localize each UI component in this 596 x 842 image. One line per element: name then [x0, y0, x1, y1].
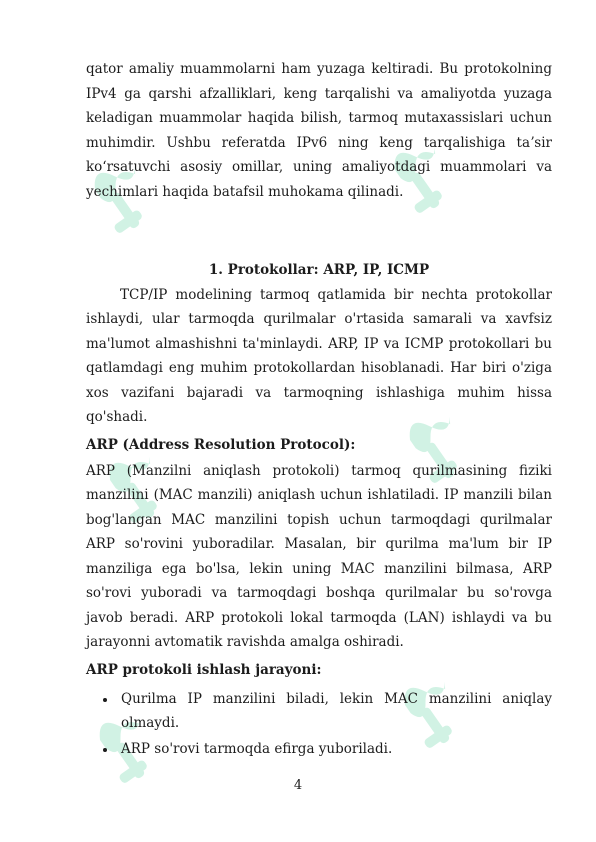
spacer — [86, 204, 552, 258]
intro-paragraph: qator amaliy muammolarni ham yuzaga keltiradi. Bu protokolning IPv4 ga qarshi afzalliklari, keng tarqalishi va amaliyotda yuzaga keladigan muammolar haqida bilish, tarmoq mutaxassislari uchun muhimdir. Ushbu referatda IPv6 ning keng tarqalishiga taʼsir koʻrsatuvchi asosiy omillar, uning amaliyotdagi muammolari va yechimlari haqida batafsil muhokama qilinadi. — [86, 61, 552, 200]
section-paragraph: TCP/IP modelining tarmoq qatlamida bir nechta protokollar ishlaydi, ular tarmoqda qurilmalar o'rtasida samarali va xavfsiz ma'lumot almashishni ta'minlaydi. ARP, IP va ICMP protokollari bu qatlamdagi eng muhim protokollardan hisoblanadi. Har biri o'ziga xos vazifani bajaradi va tarmoqning ishlashiga muhim hissa qo'shadi. — [86, 286, 552, 425]
process-heading: ARP protokoli ishlash jarayoni: — [86, 661, 322, 678]
page-number: 4 — [293, 778, 303, 793]
list-item: Qurilma IP manzilini biladi, lekin MAC manzilini aniqlay olmaydi. — [86, 687, 552, 736]
arp-heading: ARP (Address Resolution Protocol): — [86, 436, 356, 453]
list-item: ARP so'rovi tarmoqda efirga yuboriladi. — [86, 737, 552, 762]
arp-paragraph: ARP (Manzilni aniqlash protokoli) tarmoq qurilmasining fiziki manzilini (MAC manzili) aniqlash uchun ishlatiladi. IP manzili bilan bog'langan MAC manzilini topish uchun tarmoqdagi qurilmalar ARP so'rovini yuboradilar. Masalan, bir qurilma ma'lum bir IP manziliga ega bo'lsa, lekin uning MAC manzilini bilmasa, ARP so'rovi yuboradi va tarmoqdagi boshqa qurilmalar bu so'rovga javob beradi. ARP protokoli lokal tarmoqda (LAN) ishlaydi va bu jarayonni avtomatik ravishda amalga oshiradi. — [86, 462, 552, 650]
process-list — [86, 687, 552, 762]
section-title: 1. Protokollar: ARP, IP, ICMP — [208, 262, 430, 278]
page-content — [86, 57, 552, 762]
